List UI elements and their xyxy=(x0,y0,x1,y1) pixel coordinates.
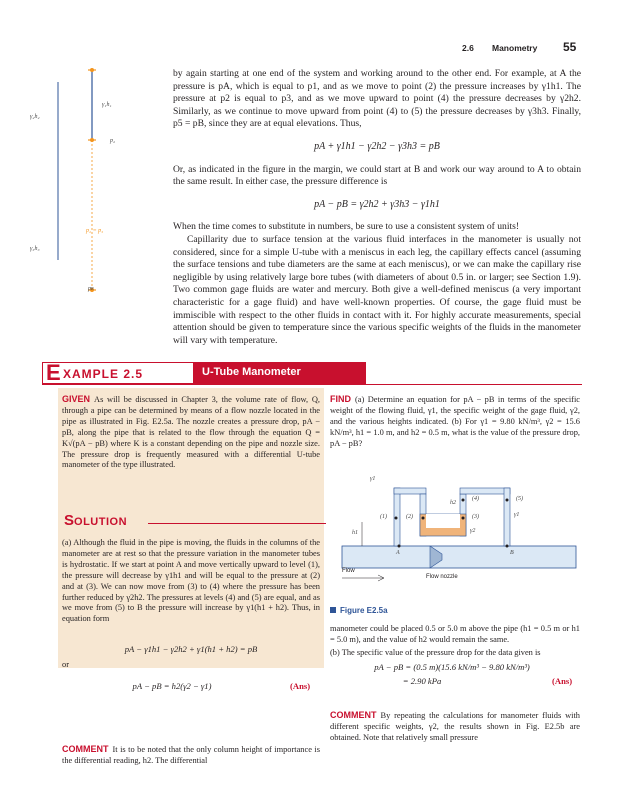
solution-rule xyxy=(148,523,326,524)
equation-b1: pA − pB = (0.5 m)(15.6 kN/m³ − 9.80 kN/m³) xyxy=(374,662,530,672)
fig-flow-label: Flow xyxy=(342,568,355,574)
example-big-letter: E xyxy=(46,360,61,385)
label-p2-equals-p3: p₂ = p₃ xyxy=(86,228,104,234)
solution-heading xyxy=(64,512,326,530)
margin-figure xyxy=(28,60,138,300)
comment-left-heading: COMMENT xyxy=(62,744,109,754)
example-title-band xyxy=(194,362,366,384)
fig-point-a: A xyxy=(396,550,400,556)
intro-body xyxy=(173,68,581,347)
label-gamma1h1: γ₁h₁ xyxy=(102,102,112,108)
fig-point-b: B xyxy=(510,550,514,556)
section-title: Manometry xyxy=(492,43,538,53)
section-number: 2.6 xyxy=(462,43,474,53)
label-gamma3h3: γ₃h₃ xyxy=(30,246,40,252)
figure-caption-text: Figure E2.5a xyxy=(340,606,388,615)
label-p2: p₂ xyxy=(110,138,116,144)
page-number: 55 xyxy=(563,40,577,54)
solution-rest: OLUTION xyxy=(74,516,128,528)
label-gamma2h2: γ₂h₂ xyxy=(30,114,40,120)
intro-paragraph-4: Capillarity due to surface tension at the various fluid interfaces in the manometer is usually not considered, since for a simple U-tube with a meniscus in each leg, the capillary effects cancel (assuming the surface tensions and tube diameters are the same at each meniscus), or we can make the capillary rise negligible by using relatively large bore tubes (with diameters of about 0.5 in. or larger; see Section 1.9). Two common gage fluids are water and mercury. Both give a well-defined meniscus (a very important characteristic for a gage fluid) and have well-known properties. Of course, the gage fluid must be immiscible with respect to the other fluids in contact with it. For highly accurate measurements, special attention should be given to temperature since the various specific weights of the fluids in the manometer will vary with temperature. xyxy=(173,233,581,346)
example-given xyxy=(62,394,320,471)
equation-a2: pA − pB = h2(γ2 − γ1) xyxy=(132,681,212,691)
right-paragraph-1-text: manometer could be placed 0.5 or 5.0 m above the pipe (h1 = 0.5 m or h1 = 5.0 m), and the value of h2 would remain the same. xyxy=(330,624,580,644)
fig-h1: h1 xyxy=(352,530,358,536)
figure-caption xyxy=(330,606,388,615)
find-heading: FIND xyxy=(330,394,351,404)
given-text: As will be discussed in Chapter 3, the volume rate of flow, Q, through a pipe can be determined by means of a flow nozzle located in the pipe as illustrated in Fig. E2.5a. The nozzle creates a pressure drop, pA − pB, along the pipe that is related to the flow through the equation Q = K√(pA − pB) where K is a constant depending on the pipe and nozzle size. The pressure drop is frequently measured with a differential U-tube manometer of the type illustrated. xyxy=(62,395,320,470)
example-label: XAMPLE 2.5 xyxy=(63,367,144,381)
solution-b-text: (b) The specific value of the pressure drop for the data given is xyxy=(330,648,541,657)
manometer-diagram xyxy=(330,474,580,602)
intro-paragraph-3: When the time comes to substitute in numbers, be sure to use a consistent system of units! xyxy=(173,221,520,233)
comment-left xyxy=(62,744,320,767)
or-text: or xyxy=(62,660,69,669)
equation-2: pA − pB = γ2h2 + γ3h3 − γ1h1 xyxy=(314,198,440,210)
fig-point-2: (2) xyxy=(406,514,413,520)
example-title: U-Tube Manometer xyxy=(202,366,301,378)
given-heading: GIVEN xyxy=(62,394,91,404)
example-label-box xyxy=(42,362,194,384)
figure-e2-5a xyxy=(330,474,580,602)
fig-point-1: (1) xyxy=(380,514,387,520)
fig-h2: h2 xyxy=(450,500,456,506)
example-box xyxy=(42,362,582,770)
figure-caption-marker xyxy=(330,607,336,613)
intro-paragraph-2: Or, as indicated in the figure in the margin, we could start at B and work our way around to A to obtain the same result. In either case, the pressure difference is xyxy=(173,163,581,188)
solution-a xyxy=(62,538,320,625)
equation-b2: = 2.90 kPa xyxy=(402,676,442,686)
margin-figure-svg xyxy=(28,60,138,300)
fig-point-5: (5) xyxy=(516,496,523,502)
solution-b xyxy=(330,648,580,659)
fig-gamma1b: γ1 xyxy=(514,512,520,518)
fig-point-3: (3) xyxy=(472,514,479,520)
equation-1: pA + γ1h1 − γ2h2 − γ3h3 = pB xyxy=(314,140,440,152)
solution-a-text: (a) Although the fluid in the pipe is moving, the fluids in the columns of the manometer are at rest so that the pressure variation in the manometer tubes is hydrostatic. If we start at point A and move vertically upward to level (1), the pressure will decrease by γ1h1 and will be equal to the pressure at (2) and at (3). We can now move from (3) to (4) where the pressure has been further reduced by γ2h2. The pressures at levels (4) and (5) are equal, and as we move from (5) to B the pressure will increase by γ1(h1 + h2). Thus, in equation form xyxy=(62,538,320,624)
fig-gamma2: γ2 xyxy=(470,528,476,534)
label-pB: pʙ xyxy=(88,286,94,292)
example-find xyxy=(330,394,580,450)
equation-a1: pA − γ1h1 − γ2h2 + γ1(h1 + h2) = pB xyxy=(124,644,258,654)
answer-b-label: (Ans) xyxy=(552,676,573,686)
comment-right-text: By repeating the calculations for manometer fluids with different specific weights, γ2, the results shown in Fig. E2.5b are obtained. Note that relatively small pressure xyxy=(330,711,580,742)
fig-nozzle-label: Flow nozzle xyxy=(426,574,458,580)
solution-big-letter: S xyxy=(64,512,75,529)
comment-right xyxy=(330,710,580,744)
comment-left-text: It is to be noted that the only column height of importance is the differential reading, h2. The differential xyxy=(62,745,320,765)
example-title-bar xyxy=(42,362,582,385)
intro-paragraph-1: by again starting at one end of the system and working around to the other end. For example, at A the pressure is pA, which is equal to p1, and as we move to point (2) the pressure increases by γ1h1. The pressure at p2 is equal to p3, and as we move upward to point (4) the pressure decreases by γ2h2. Similarly, as we continue to move upward from point (4) to (5) the pressure decreases by γ3h3. Finally, p5 = pB, since they are at equal elevations. Thus, xyxy=(173,68,581,130)
find-text: (a) Determine an equation for pA − pB in terms of the specific weight of the flowing fluid, γ1, the specific weight of the gage fluid, γ2, and the various heights indicated. (b) For γ1 = 9.80 kN/m³, γ2 = 15.6 kN/m³, h1 = 1.0 m, and h2 = 0.5 m, what is the value of the pressure drop, pA − pB? xyxy=(330,395,580,448)
fig-gamma1: γ1 xyxy=(370,476,376,482)
right-paragraph-1 xyxy=(330,624,580,646)
comment-right-heading: COMMENT xyxy=(330,710,377,720)
answer-a-label: (Ans) xyxy=(290,681,311,691)
fig-point-4: (4) xyxy=(472,496,479,502)
